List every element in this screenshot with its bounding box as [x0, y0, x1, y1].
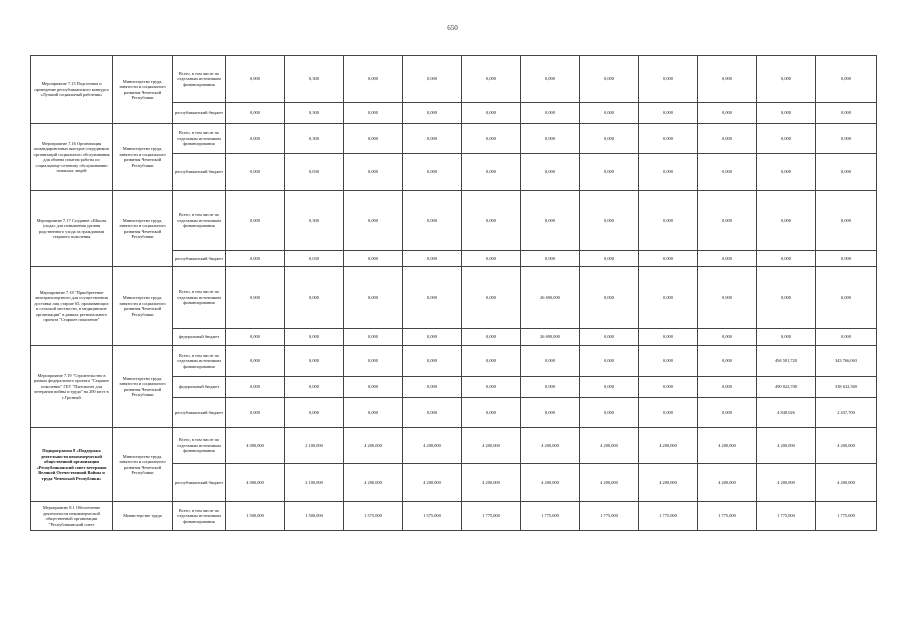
value-cell: 1 500,000 [226, 502, 285, 531]
value-cell: 0,000 [698, 329, 757, 346]
value-cell: 0,000 [698, 124, 757, 154]
value-cell: 0,000 [580, 377, 639, 398]
value-cell: 0,300 [285, 191, 344, 251]
value-cell: 0,000 [580, 398, 639, 428]
value-cell: 0,000 [226, 251, 285, 267]
value-cell: 0,000 [816, 56, 877, 103]
value-cell: 0,000 [403, 251, 462, 267]
budget-table [30, 55, 877, 531]
value-cell: 1 575,000 [403, 502, 462, 531]
table-row [31, 56, 877, 103]
value-cell: 0,000 [285, 377, 344, 398]
value-cell: 1 775,000 [462, 502, 521, 531]
table-row [31, 191, 877, 251]
value-cell: 0,000 [226, 154, 285, 191]
value-cell: 0,000 [521, 154, 580, 191]
value-cell: 0,000 [580, 154, 639, 191]
value-cell: 0,000 [462, 267, 521, 329]
value-cell: 4 200,000 [344, 428, 403, 464]
value-cell: 0,000 [521, 191, 580, 251]
value-cell: 4 200,000 [580, 464, 639, 502]
value-cell: 0,000 [285, 267, 344, 329]
value-cell: 0,000 [226, 103, 285, 124]
value-cell: 0,000 [698, 56, 757, 103]
funding-source-cell: Всего, в том числе по отдельным источникам финансирования [173, 502, 226, 531]
value-cell: 0,000 [226, 124, 285, 154]
value-cell: 0,000 [403, 191, 462, 251]
value-cell: 4 200,000 [403, 428, 462, 464]
value-cell: 0,000 [521, 56, 580, 103]
value-cell: 0,000 [639, 267, 698, 329]
table-row [31, 124, 877, 154]
executor-cell: Министерство труда [113, 502, 173, 531]
funding-source-cell: Всего, в том числе по отдельным источникам финансирования [173, 346, 226, 377]
value-cell: 4 200,000 [757, 464, 816, 502]
activity-name-cell: Подпрограмма 8 «Поддержка деятельности некоммерческой общественной организации «Республиканский совет ветеранов Великой Отечественной Войны и труда Чеченской Республики» [31, 428, 113, 502]
value-cell: 0,000 [580, 346, 639, 377]
value-cell: 0,000 [403, 154, 462, 191]
funding-source-cell: федеральный бюджет [173, 377, 226, 398]
value-cell: 4 200,000 [816, 428, 877, 464]
value-cell: 0,000 [757, 154, 816, 191]
activity-name-cell: Мероприятие 7.17 Создание «Школы ухода» для повышения уровня родственного ухода за гражданами старшего поколения [31, 191, 113, 267]
value-cell: 0,000 [344, 103, 403, 124]
value-cell: 0,000 [757, 103, 816, 124]
value-cell: 0,000 [698, 346, 757, 377]
value-cell: 0,000 [403, 329, 462, 346]
value-cell: 0,000 [226, 191, 285, 251]
activity-name-cell: Мероприятие 7.16 Организация командировочных выездов сотрудников организаций социального обслуживания для обмена опытом работы по социальному-сетевому обслуживанию пожилых людей [31, 124, 113, 191]
value-cell: 1 500,000 [285, 502, 344, 531]
value-cell: 0,000 [462, 251, 521, 267]
value-cell: 4 000,000 [226, 428, 285, 464]
value-cell: 1 775,000 [816, 502, 877, 531]
value-cell: 4 200,000 [580, 428, 639, 464]
value-cell: 4 200,000 [521, 464, 580, 502]
value-cell: 0,000 [285, 346, 344, 377]
value-cell: 0,000 [462, 103, 521, 124]
value-cell: 343 766,063 [816, 346, 877, 377]
value-cell: 0,000 [344, 154, 403, 191]
value-cell: 0,000 [639, 56, 698, 103]
value-cell: 0,000 [344, 251, 403, 267]
value-cell: 1 775,000 [639, 502, 698, 531]
funding-source-cell: республиканский бюджет [173, 154, 226, 191]
value-cell: 338 632,369 [816, 377, 877, 398]
value-cell: 1 775,000 [698, 502, 757, 531]
value-cell: 0,000 [639, 329, 698, 346]
value-cell: 0,000 [226, 329, 285, 346]
value-cell: 0,000 [285, 398, 344, 428]
activity-name-cell: Мероприятие 7.19 "Строительство в рамках федерального проекта "Старшее поколение" ГБУ "Пансионат для ветеранов войны и труда" на 200 мест в г.Грозный [31, 346, 113, 428]
value-cell: 0,000 [816, 329, 877, 346]
value-cell: 0,000 [462, 346, 521, 377]
value-cell: 0,000 [698, 103, 757, 124]
value-cell: 0,000 [757, 124, 816, 154]
page-number: 650 [447, 24, 458, 32]
value-cell: 0,000 [698, 251, 757, 267]
value-cell: 0,000 [521, 103, 580, 124]
value-cell: 494 501,720 [757, 346, 816, 377]
value-cell: 0,000 [816, 191, 877, 251]
value-cell: 0,000 [698, 154, 757, 191]
activity-name-cell: Мероприятие 7.18 "Приобретение автотранспортного для осуществления доставки лиц старше 65, проживающих в сельской местности, в медицинские организации" в рамках регионального проекта "Старшее поколение" [31, 267, 113, 346]
funding-source-cell: республиканский бюджет [173, 103, 226, 124]
value-cell: 0,000 [403, 56, 462, 103]
value-cell: 1 775,000 [580, 502, 639, 531]
value-cell: 26 690,000 [521, 329, 580, 346]
value-cell: 0,000 [285, 329, 344, 346]
funding-source-cell: Всего, в том числе по отдельным источникам финансирования [173, 267, 226, 329]
value-cell: 0,000 [521, 124, 580, 154]
value-cell: 0,000 [816, 267, 877, 329]
value-cell: 1 575,000 [344, 502, 403, 531]
value-cell: 0,300 [285, 56, 344, 103]
value-cell: 0,000 [226, 346, 285, 377]
value-cell: 0,000 [639, 124, 698, 154]
value-cell: 0,000 [757, 251, 816, 267]
value-cell: 0,000 [639, 377, 698, 398]
value-cell: 1 775,000 [521, 502, 580, 531]
funding-source-cell: Всего, в том числе по отдельным источникам финансирования [173, 56, 226, 103]
value-cell: 2 100,000 [285, 428, 344, 464]
value-cell: 0,000 [580, 191, 639, 251]
funding-source-cell: Всего, в том числе по отдельным источникам финансирования [173, 124, 226, 154]
value-cell: 1 775,000 [757, 502, 816, 531]
value-cell: 0,000 [639, 251, 698, 267]
value-cell: 0,000 [757, 267, 816, 329]
value-cell: 4 200,000 [639, 428, 698, 464]
executor-cell: Министерство труда, занятости и социального развития Чеченской Республики [113, 124, 173, 191]
value-cell: 0,000 [521, 346, 580, 377]
executor-cell: Министерство труда, занятости и социального развития Чеченской Республики [113, 346, 173, 428]
value-cell: 0,000 [462, 398, 521, 428]
value-cell: 0,030 [285, 154, 344, 191]
value-cell: 0,000 [226, 56, 285, 103]
funding-source-cell: Всего, в том числе по отдельным источникам финансирования [173, 191, 226, 251]
value-cell: 0,000 [462, 124, 521, 154]
value-cell: 0,000 [462, 154, 521, 191]
activity-name-cell: Мероприятие 7.15 Подготовка и проведение республиканского конкурса «Лучший социальный работник» [31, 56, 113, 124]
value-cell: 0,000 [816, 103, 877, 124]
value-cell: 0,000 [816, 154, 877, 191]
value-cell: 2 100,000 [285, 464, 344, 502]
value-cell: 0,000 [639, 103, 698, 124]
value-cell: 0,000 [639, 398, 698, 428]
value-cell: 2 437,700 [816, 398, 877, 428]
value-cell: 0,000 [757, 191, 816, 251]
value-cell: 0,000 [403, 124, 462, 154]
value-cell: 0,000 [816, 124, 877, 154]
value-cell: 0,000 [226, 377, 285, 398]
value-cell: 0,000 [757, 329, 816, 346]
value-cell: 0,000 [580, 56, 639, 103]
value-cell: 0,000 [462, 56, 521, 103]
funding-source-cell: республиканский бюджет [173, 398, 226, 428]
funding-source-cell: Всего, в том числе по отдельным источникам финансирования [173, 428, 226, 464]
table-row [31, 428, 877, 464]
value-cell: 0,000 [462, 191, 521, 251]
value-cell: 0,000 [344, 329, 403, 346]
funding-source-cell: республиканский бюджет [173, 251, 226, 267]
value-cell: 4 000,000 [226, 464, 285, 502]
value-cell: 0,000 [580, 124, 639, 154]
value-cell: 0,000 [344, 267, 403, 329]
table-row [31, 267, 877, 329]
value-cell: 0,000 [403, 267, 462, 329]
value-cell: 0,000 [403, 398, 462, 428]
value-cell: 0,000 [403, 103, 462, 124]
table-row [31, 346, 877, 377]
value-cell: 0,000 [403, 377, 462, 398]
value-cell: 4 200,000 [403, 464, 462, 502]
value-cell: 4 848,026 [757, 398, 816, 428]
value-cell: 0,000 [698, 398, 757, 428]
value-cell: 0,000 [462, 377, 521, 398]
value-cell: 0,030 [285, 251, 344, 267]
value-cell: 0,000 [403, 346, 462, 377]
value-cell: 0,000 [344, 346, 403, 377]
value-cell: 26 690,000 [521, 267, 580, 329]
value-cell: 4 200,000 [344, 464, 403, 502]
value-cell: 4 200,000 [698, 464, 757, 502]
value-cell: 4 200,000 [521, 428, 580, 464]
value-cell: 0,000 [521, 251, 580, 267]
value-cell: 0,000 [580, 329, 639, 346]
value-cell: 0,000 [639, 154, 698, 191]
value-cell: 0,000 [698, 377, 757, 398]
value-cell: 0,300 [285, 124, 344, 154]
executor-cell: Министерство труда, занятости и социального развития Чеченской Республики [113, 267, 173, 346]
value-cell: 4 200,000 [698, 428, 757, 464]
value-cell: 4 200,000 [639, 464, 698, 502]
value-cell: 0,000 [344, 124, 403, 154]
value-cell: 0,000 [226, 398, 285, 428]
value-cell: 4 200,000 [757, 428, 816, 464]
value-cell: 0,000 [757, 56, 816, 103]
activity-name-cell: Мероприятие 8.1 Обеспечение деятельности некоммерческой общественной организации "Республиканский совет [31, 502, 113, 531]
executor-cell: Министерство труда, занятости и социального развития Чеченской Республики [113, 428, 173, 502]
value-cell: 0,000 [462, 329, 521, 346]
value-cell: 0,000 [816, 251, 877, 267]
value-cell: 490 022,700 [757, 377, 816, 398]
value-cell: 0,000 [344, 191, 403, 251]
value-cell: 4 200,000 [816, 464, 877, 502]
funding-source-cell: федеральный бюджет [173, 329, 226, 346]
value-cell: 0,000 [639, 191, 698, 251]
value-cell: 0,000 [344, 56, 403, 103]
value-cell: 0,000 [521, 377, 580, 398]
table-row [31, 502, 877, 531]
value-cell: 0,000 [344, 398, 403, 428]
executor-cell: Министерство труда, занятости и социального развития Чеченской Республики [113, 191, 173, 267]
value-cell: 0,000 [521, 398, 580, 428]
value-cell: 0,000 [344, 377, 403, 398]
value-cell: 0,300 [285, 103, 344, 124]
value-cell: 0,000 [639, 346, 698, 377]
funding-source-cell: республиканский бюджет [173, 464, 226, 502]
value-cell: 0,000 [226, 267, 285, 329]
value-cell: 0,000 [698, 267, 757, 329]
executor-cell: Министерство труда, занятости и социального развития Чеченской Республики [113, 56, 173, 124]
value-cell: 4 200,000 [462, 464, 521, 502]
value-cell: 0,000 [580, 251, 639, 267]
value-cell: 0,000 [580, 103, 639, 124]
value-cell: 0,000 [698, 191, 757, 251]
value-cell: 4 200,000 [462, 428, 521, 464]
value-cell: 0,000 [580, 267, 639, 329]
